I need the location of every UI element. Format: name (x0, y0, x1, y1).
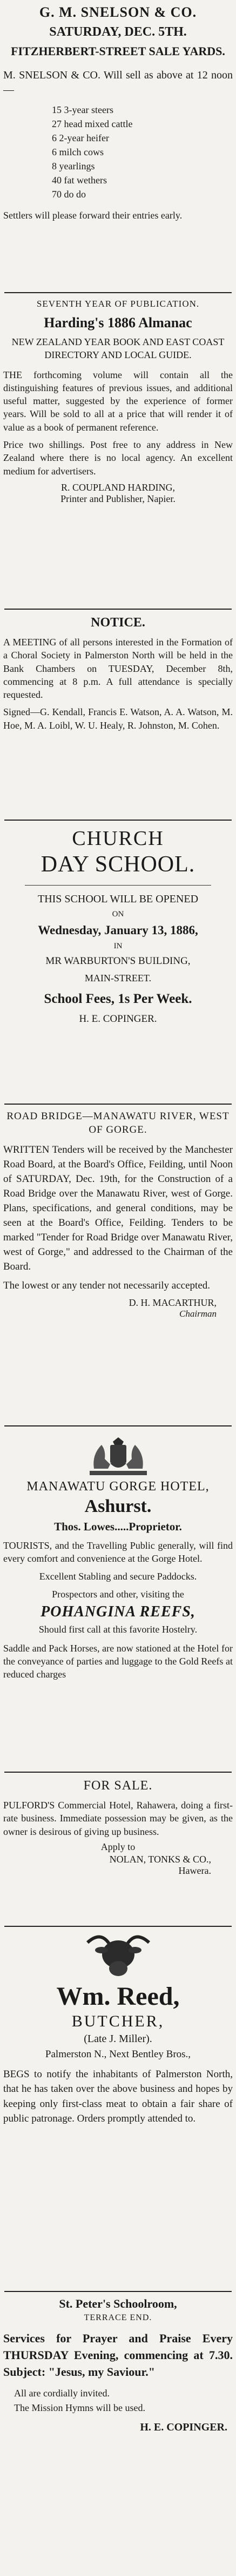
snelson-sale-advertisement (3, 4, 233, 286)
royal-coat-of-arms-illustration (3, 1431, 233, 1479)
ad-header: G. M. SNELSON & CO. (39, 4, 197, 20)
school-fees: School Fees, 1s Per Week. (44, 992, 192, 1006)
divider (25, 885, 211, 886)
list-item: 27 head mixed cattle (52, 118, 133, 129)
almanac-signature-title: Printer and Publisher, Napier. (60, 493, 176, 504)
hotel-prospectors: Prospectors and other, visiting the (52, 1588, 184, 1600)
notice-title: NOTICE. (91, 616, 145, 630)
st-peters-schoolroom-notice (3, 2297, 233, 2557)
livestock-list (52, 103, 233, 202)
hotel-horses: Saddle and Pack Horses, are now stationed at the Hotel for the conveyance of parties and luggage to the Gold Reefs at reduced charges (3, 1642, 233, 1680)
schoolroom-hymns: The Mission Hymns will be used. (14, 2402, 145, 2414)
tender-signature-title: Chairman (179, 1308, 217, 1319)
school-title-line2: DAY SCHOOL. (41, 852, 195, 877)
tender-note: The lowest or any tender not necessarily accepted. (3, 1280, 211, 1292)
sale-date: SATURDAY, DEC. 5TH. (49, 25, 187, 39)
notice-body: A MEETING of all persons interested in the Formation of a Choral Society in Palmerston North will be held in the Bank Chambers on TUESDAY, December 8th, commencing at 8 p.m. A full attendance is specially requested. (3, 637, 233, 701)
hotel-location: Ashurst. (84, 1496, 152, 1516)
schoolroom-services: Services for Prayer and Praise Every THURSDAY Evening, commencing at 7.30. Subject: "Jesus, my Saviour." (3, 2331, 233, 2379)
for-sale-body: PULFORD'S Commercial Hotel, Rahawera, doing a first-rate business. Immediate possession may be given, as the owner is desirous of giving up business. (3, 1800, 233, 1837)
school-title-line1: CHURCH (72, 827, 164, 850)
sale-intro: M. SNELSON & CO. Will sell as above at 12 noon— (3, 69, 233, 96)
coat-of-arms-icon (78, 1431, 159, 1478)
church-day-school-advertisement (3, 827, 233, 1097)
sale-venue: FITZHERBERT-STREET SALE YARDS. (11, 44, 225, 58)
butcher-address: Palmerston N., Next Bentley Bros., (45, 2048, 191, 2060)
almanac-subtitle: NEW ZEALAND YEAR BOOK AND EAST COAST DIRECTORY AND LOCAL GUIDE. (11, 336, 225, 361)
divider (4, 609, 232, 610)
for-sale-title: FOR SALE. (83, 1779, 153, 1793)
hotel-proprietor: Thos. Lowes.....Proprietor. (54, 1520, 182, 1533)
hotel-name: MANAWATU GORGE HOTEL, (26, 1479, 210, 1494)
almanac-body: THE forthcoming volume will contain all the distinguishing features of previous issues, and additional useful matter, suggested by the experience of former years. Will be sold to all at a price that will render it of value as a book of permanent reference. (3, 369, 233, 433)
for-sale-agent-location: Hawera. (178, 1865, 211, 1876)
bull-icon (78, 1928, 159, 1980)
road-bridge-tender-advertisement (3, 1110, 233, 1418)
butcher-predecessor: (Late J. Miller). (84, 2032, 152, 2045)
tender-body: WRITTEN Tenders will be received by the Manchester Road Board, at the Board's Office, Feilding, until Noon of SATURDAY, Dec. 19th, for the Construction of a Road Bridge over the Manawatu River, west of Gorge. Plans, specifications, and general conditions, may be seen at the Board's Office, Feilding. Tenders to be marked "Tender for Road Bridge over Manawatu River, west of Gorge," and addressed to the Chairman of the Board. (3, 1144, 233, 1273)
almanac-title: Harding's 1886 Almanac (44, 315, 192, 331)
opening-date: Wednesday, January 13, 1886, (38, 923, 198, 937)
schoolroom-title: St. Peter's Schoolroom, (59, 2297, 177, 2310)
list-item: 15 3-year steers (52, 104, 113, 115)
divider (4, 2291, 232, 2292)
hotel-stabling: Excellent Stabling and secure Paddocks. (39, 1570, 197, 1582)
for-sale-agent: NOLAN, TONKS & CO., (109, 1853, 211, 1865)
schoolroom-subtitle: TERRACE END. (84, 2313, 152, 2322)
manawatu-gorge-hotel-advertisement (3, 1431, 233, 1766)
pulfords-hotel-for-sale (3, 1779, 233, 1919)
on-label: ON (112, 910, 124, 919)
list-item: 40 fat wethers (52, 175, 107, 186)
list-item: 8 yearlings (52, 160, 95, 171)
hardings-almanac-advertisement (3, 299, 233, 602)
list-item: 6 milch cows (52, 146, 104, 157)
divider (4, 292, 232, 293)
school-signature: H. E. COPINGER. (79, 1013, 157, 1025)
almanac-price: Price two shillings. Post free to any address in New Zealand where there is no local agency. An excellent medium for advertisers. (3, 439, 233, 477)
notice-signatories: Signed—G. Kendall, Francis E. Watson, A. A. Watson, M. Hoe, M. A. Loibl, W. U. Healy, R. Johnston, M. Cohen. (3, 706, 233, 731)
school-building: MR WARBURTON'S BUILDING, (45, 955, 191, 967)
divider (4, 1425, 232, 1426)
tender-signature: D. H. MACARTHUR, (129, 1297, 217, 1308)
for-sale-apply: Apply to (100, 1841, 136, 1852)
schoolroom-signature: H. E. COPINGER. (140, 2421, 227, 2434)
hotel-body: TOURISTS, and the Travelling Public generally, will find every comfort and convenience at the Gorge Hotel. (3, 1540, 233, 1564)
hotel-first-call: Should first call at this favorite Hostelry. (38, 1623, 198, 1635)
pohangina-reefs: POHANGINA REEFS, (41, 1603, 195, 1620)
schoolroom-invite: All are cordially invited. (14, 2388, 110, 2399)
opening-line: THIS SCHOOL WILL BE OPENED (37, 893, 199, 905)
butcher-body: BEGS to notify the inhabitants of Palmerston North, that he has taken over the above business and hopes by keeping only first-class meat to obtain a fair share of public patronage. Orders promptly attended to. (3, 2068, 233, 2125)
divider (4, 1926, 232, 1927)
school-street: MAIN-STREET. (84, 973, 152, 983)
wm-reed-butcher-advertisement (3, 1928, 233, 2286)
divider (4, 820, 232, 821)
almanac-signature: R. COUPLAND HARDING, (60, 481, 175, 493)
divider (4, 1104, 232, 1105)
almanac-intro: SEVENTH YEAR OF PUBLICATION. (36, 299, 200, 309)
tender-title: ROAD BRIDGE—MANAWATU RIVER, WEST OF GORGE. (6, 1111, 230, 1135)
list-item: 6 2-year heifer (52, 132, 109, 143)
butcher-trade: BUTCHER, (71, 2012, 165, 2030)
in-label: IN (113, 942, 123, 950)
bull-head-illustration (3, 1928, 233, 1983)
sale-footer: Settlers will please forward their entries early. (3, 210, 183, 221)
butcher-name: Wm. Reed, (56, 1982, 180, 2011)
divider (4, 1772, 232, 1773)
list-item: 70 do do (52, 189, 86, 200)
choral-society-notice (3, 616, 233, 813)
